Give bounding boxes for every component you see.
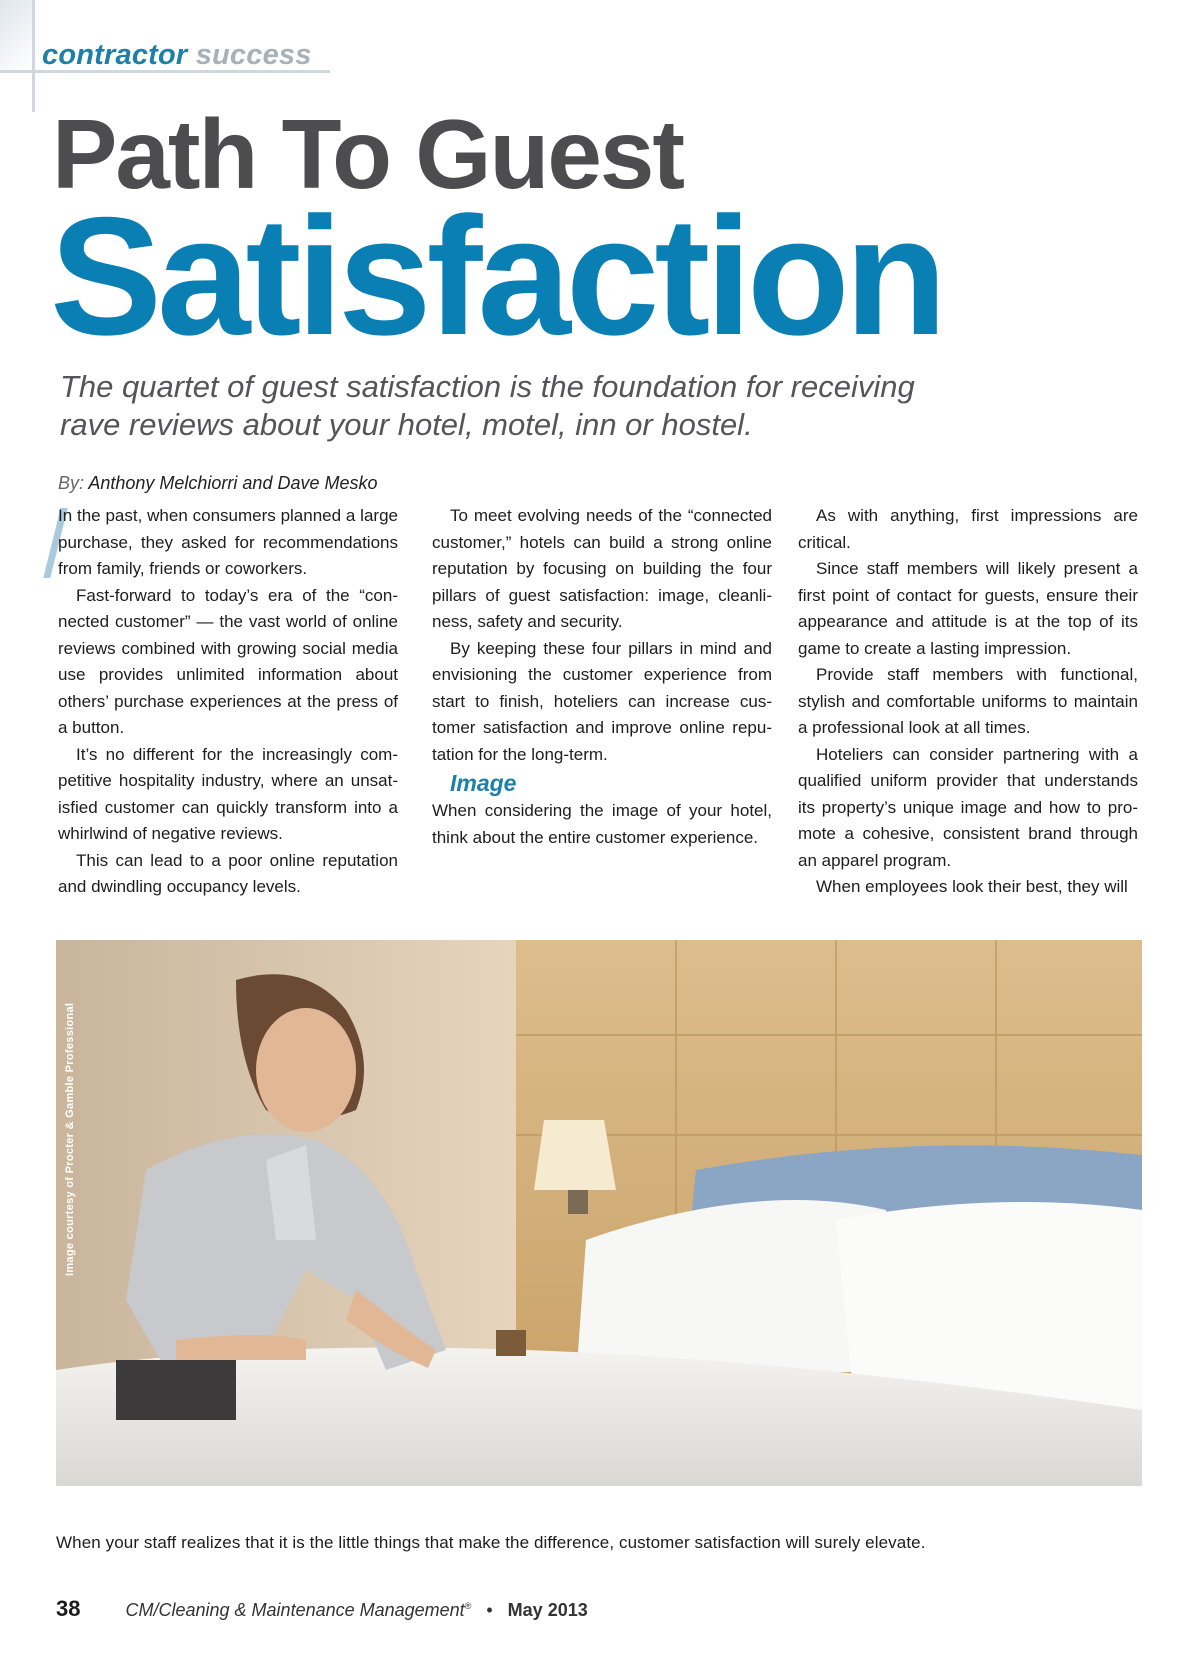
section-word-contractor: contractor bbox=[42, 39, 188, 71]
paragraph: It’s no different for the increasingly competitive hospitality industry, where an unsatisfied customer can quickly transform into a whirlwind of negative reviews. bbox=[58, 744, 398, 843]
paragraph: This can lead to a poor online reputation and dwindling occupancy levels. bbox=[58, 850, 398, 896]
publication-name bbox=[126, 1600, 472, 1620]
text-column-1 bbox=[58, 503, 398, 901]
paragraph: Provide staff members with functional, stylish and comfortable uniforms to maintain a professional look at all times. bbox=[798, 665, 1138, 737]
byline-prefix: By: bbox=[58, 473, 85, 493]
section-word-success: success bbox=[195, 39, 312, 71]
issue-date: May 2013 bbox=[507, 1600, 588, 1620]
paragraph: In the past, when consumers planned a large purchase, they asked for recommendations from family, friends or coworkers. bbox=[58, 506, 398, 578]
headline-line-2: Satisfaction bbox=[50, 182, 943, 370]
footer-separator: • bbox=[486, 1600, 493, 1620]
paragraph: Since staff members will likely present a first point of contact for guests, ensure their appearance and attitude is at the top of its game to create a lasting impression. bbox=[798, 559, 1138, 658]
page-footer bbox=[56, 1594, 588, 1622]
photo-credit bbox=[60, 940, 82, 1280]
page-number: 38 bbox=[56, 1596, 81, 1621]
paragraph: By keeping these four pillars in mind and envisioning the customer experience from start to finish, hoteliers can increase customer satisfaction and improve online reputation for the long-term. bbox=[432, 638, 772, 764]
headline-line-1: Path To Guest bbox=[52, 99, 684, 209]
hotel-room-photo bbox=[56, 940, 1142, 1486]
corner-decoration bbox=[0, 0, 32, 70]
byline bbox=[58, 473, 378, 494]
registered-mark: ® bbox=[464, 1601, 472, 1611]
text-column-3 bbox=[798, 503, 1138, 901]
byline-authors: Anthony Melchiorri and Dave Mesko bbox=[88, 473, 378, 493]
paragraph: Fast-forward to today’s era of the “connected customer” — the vast world of online reviews combined with growing social media use provides unlimited information about others’ purchase experiences at the press of a button. bbox=[58, 585, 398, 737]
paragraph: When employees look their best, they will bbox=[816, 877, 1128, 896]
paragraph: When considering the image of your hotel, think about the entire customer experience. bbox=[432, 801, 772, 847]
photo-credit-text: Image courtesy of Procter & Gamble Professional bbox=[64, 1002, 76, 1276]
article-deck: The quartet of guest satisfaction is the foundation for receiving rave reviews about your hotel, motel, inn or hostel. bbox=[60, 369, 915, 442]
photo-caption: When your staff realizes that it is the little things that make the difference, customer satisfaction will surely elevate. bbox=[56, 1533, 926, 1552]
corner-rule-vertical bbox=[32, 0, 35, 112]
text-column-2 bbox=[432, 503, 772, 851]
publication-title: CM/Cleaning & Maintenance Management bbox=[125, 1600, 465, 1620]
paragraph: To meet evolving needs of the “connected customer,” hotels can build a strong online reputation by focusing on building the four pillars of guest satisfaction: image, cleanliness, safety and security. bbox=[432, 506, 772, 631]
subhead-image: Image bbox=[450, 770, 517, 796]
paragraph: As with anything, first impressions are critical. bbox=[798, 506, 1138, 552]
photo-illustration bbox=[56, 940, 1142, 1486]
section-label bbox=[42, 40, 312, 70]
paragraph: Hoteliers can consider partnering with a qualified uniform provider that understands its property’s unique image and how to promote a cohesive, consistent brand through an apparel program. bbox=[798, 744, 1138, 870]
